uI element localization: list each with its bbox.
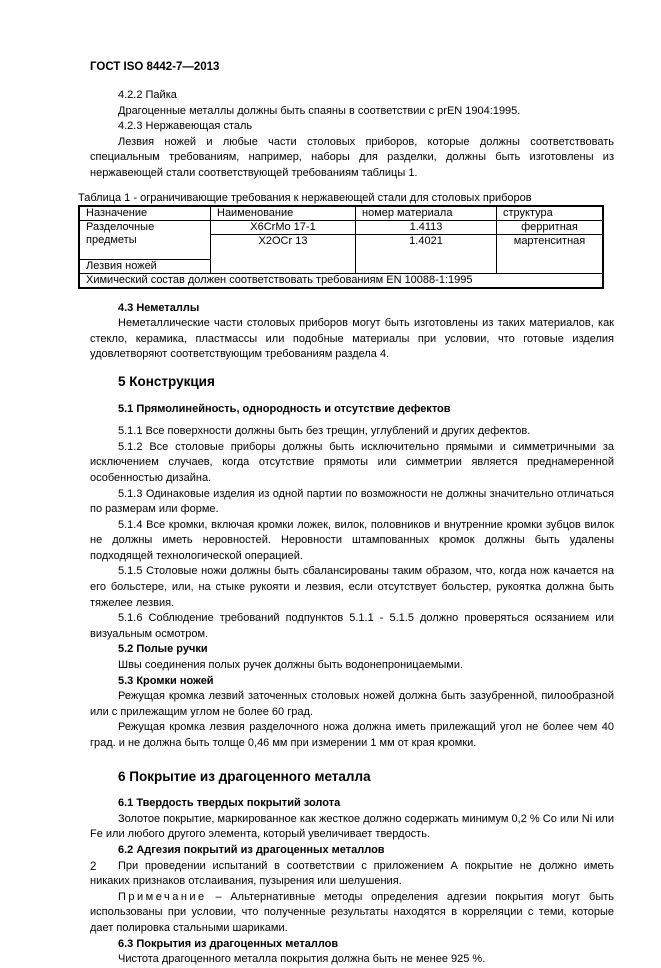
table-cell: X6CrMo 17-1 [211, 220, 356, 234]
paragraph: 5.1.6 Соблюдение требований подпунктов 5.1.1 - 5.1.5 должно проверяться осязанием или визуальным осмотром. [90, 612, 614, 640]
paragraph: При проведении испытаний в соответствии с приложением А покрытие не должно иметь никаких признаков отслаивания, пузырения или шелушения. [90, 859, 614, 888]
note-label: Примечание [118, 890, 207, 903]
table-caption: Таблица 1 - ограничивающие требования к нержавеющей стали для столовых приборов [78, 191, 532, 204]
table-footer-row [79, 273, 603, 288]
note-paragraph [90, 890, 614, 937]
subsection-heading: 5.2 Полые ручки [118, 643, 208, 656]
subsection-heading: 6.2 Адгезия покрытий из драгоценных металлов [118, 843, 385, 856]
paragraph: 4.2.3 Нержавеющая сталь [118, 120, 253, 133]
paragraph: Режущая кромка лезвий заточенных столовых ножей должна быть зазубренной, пилообразной или с прилежащим углом не более 60 град. [90, 690, 614, 718]
subsection-heading: 5.1 Прямолинейность, однородность и отсутствие дефектов [118, 402, 451, 415]
section-4-2 [90, 88, 614, 182]
steel-requirements-table [78, 205, 604, 289]
subsection-heading: 6.1 Твердость твердых покрытий золота [118, 797, 341, 810]
table-header-cell: Наименование [211, 206, 356, 221]
paragraph: Швы соединения полых ручек должны быть водонепроницаемыми. [118, 659, 464, 672]
paragraph: 5.1.2 Все столовые приборы должны быть исключительно прямыми и симметричными за исключением случаев, когда отсутствие прямоты или симметрии является преднамеренной особенностью дизайна. [90, 440, 614, 484]
paragraph: Неметаллические части столовых приборов могут быть изготовлены из таких материалов, как стекло, керамика, пластмассы или подобные материалы при условии, что готовые изделия удовлетворяют соответствующим требованиям раздела 4. [90, 317, 614, 361]
paragraph: Лезвия ножей и любые части столовых приборов, которые должны соответствовать специальным требованиям, например, наборы для разделки, должны быть изготовлены из нержавеющей стали соответствующей требованиям таблицы 1. [90, 135, 614, 179]
table-footer-note: Химический состав должен соответствовать требованиям EN 10088-1:1995 [79, 273, 603, 288]
section-heading: 5 Конструкция [118, 373, 215, 389]
note-text: – Альтернативные методы определения адгезии покрытия могут быть использованы при условии, что полученные результаты находятся в корреляции с теми, которые дает полировка стальными шариками. [90, 890, 614, 934]
table-header-cell: Назначение [79, 206, 211, 221]
table-cell: мартенситная [497, 234, 604, 273]
page-number: 2 [90, 861, 97, 873]
table-header-cell: структура [497, 206, 604, 221]
table-cell-purpose: Лезвия ножей [79, 259, 211, 273]
paragraph: Золотое покрытие, маркированное как жесткое должно содержать минимум 0,2 % Co или Ni или Fe или любого другого элемента, который увеличивает твердость. [90, 812, 614, 841]
table-cell: X2OCr 13 [211, 234, 356, 273]
paragraph: Режущая кромка лезвия разделочного ножа должна иметь прилежащий угол не более чем 40 град. и не должна быть толще 0,46 мм при измерении 1 мм от края кромки. [90, 721, 614, 749]
paragraph: Драгоценные металлы должны быть спаяны в соответствии с prEN 1904:1995. [118, 104, 521, 117]
paragraph: 5.1.3 Одинаковые изделия из одной партии по возможности не должны значительно отличаться по размерам или форме. [90, 487, 614, 516]
subsection-heading: 4.3 Неметаллы [118, 301, 200, 314]
table-header-cell: номер материала [356, 206, 497, 221]
section-heading: 6 Покрытие из драгоценного металла [118, 768, 371, 784]
sections-4-3-to-6 [90, 301, 614, 968]
table-row [79, 220, 603, 234]
table-cell: 1.4021 [356, 234, 497, 273]
table-cell: ферритная [497, 220, 604, 234]
paragraph: 4.2.2 Пайка [118, 89, 177, 101]
subsection-heading: 5.3 Кромки ножей [118, 674, 214, 687]
table-cell: 1.4113 [356, 220, 497, 234]
paragraph: 5.1.1 Все поверхности должны быть без трещин, углублений и других дефектов. [118, 425, 531, 438]
paragraph: 5.1.4 Все кромки, включая кромки ложек, вилок, половников и внутренние кромки зубцов вилок не должны иметь неровностей. Неровности штампованных кромок должны быть удалены подходящей технологической операцией. [90, 518, 614, 562]
table-header-row [79, 206, 603, 221]
paragraph: Чистота драгоценного металла покрытия должна быть не менее 925 %. [118, 953, 486, 966]
document-header: ГОСТ ISO 8442-7—2013 [90, 61, 220, 73]
document-body [78, 88, 614, 968]
paragraph: 5.1.5 Столовые ножи должны быть сбалансированы таким образом, что, когда нож качается на его больстере, или, на стыке рукояти и лезвия, если отсутствует больстер, рукоятка должна быть тяжелее лезвия. [90, 565, 614, 609]
subsection-heading: 6.3 Покрытия из драгоценных металлов [118, 937, 339, 950]
table-cell-purpose: Разделочные предметы [79, 220, 211, 259]
